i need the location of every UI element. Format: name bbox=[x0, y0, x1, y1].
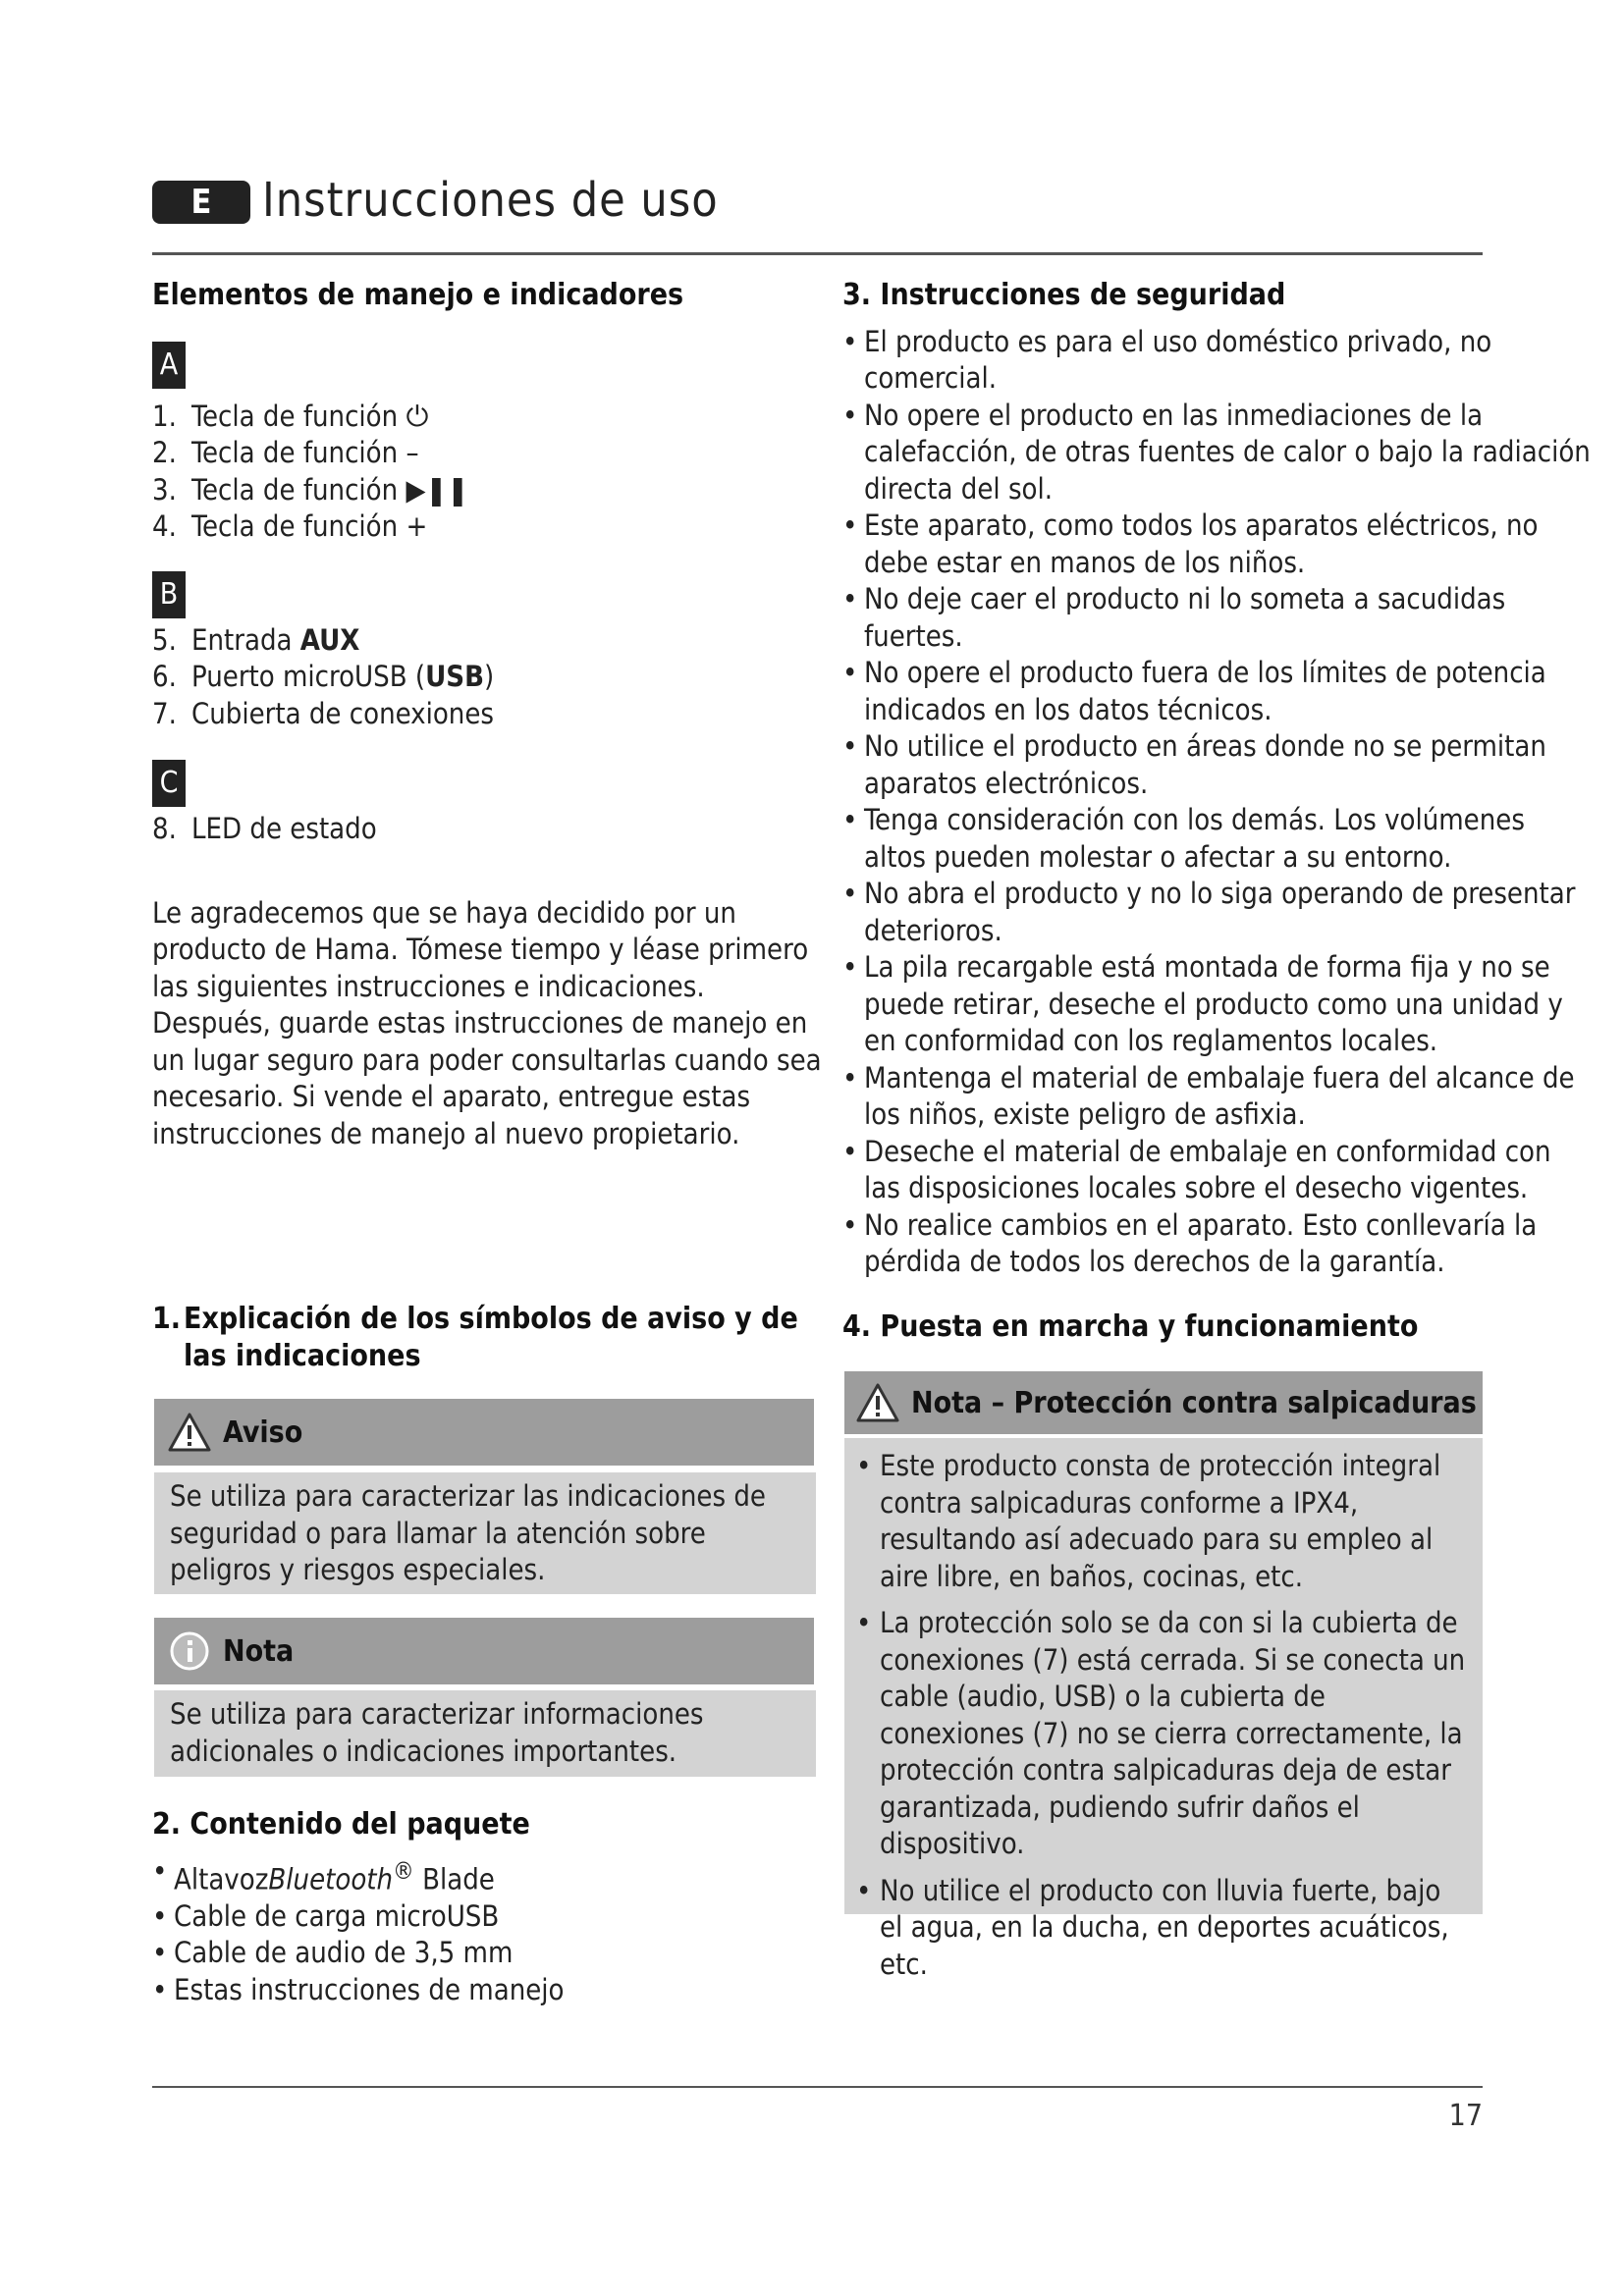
list-item: • No deje caer el producto ni lo someta a sacudidas fuertes. bbox=[842, 581, 1591, 655]
page-number: 17 bbox=[1448, 2099, 1483, 2133]
splash-note-title: Nota – Protección contra salpicaduras bbox=[911, 1385, 1477, 1420]
list-item: • No utilice el producto en áreas donde no se permitan aparatos electrónicos. bbox=[842, 728, 1591, 802]
list-item: 1. Tecla de función ⏻ bbox=[152, 399, 429, 433]
list-item: • La pila recargable está montada de forma fija y no se puede retirar, deseche el producto como una unidad y en conformidad con los reglamentos locales. bbox=[842, 949, 1591, 1060]
warning-icon bbox=[168, 1411, 211, 1454]
list-item: • La protección solo se da con si la cubierta de conexiones (7) está cerrada. Si se conecta un cable (audio, USB) o la cubierta de conexiones (7) no se cierra correctamente, la protección contra salpicaduras deja de estar garantizada, pudiendo sufrir daños el dispositivo. bbox=[856, 1605, 1471, 1863]
splash-note-body bbox=[844, 1438, 1483, 1981]
warning-icon bbox=[856, 1381, 899, 1424]
group-label: B bbox=[152, 571, 186, 618]
list-item: • No opere el producto fuera de los límites de potencia indicados en los datos técnicos. bbox=[842, 655, 1591, 728]
list-item: 4. Tecla de función + bbox=[152, 509, 428, 543]
page-title: Instrucciones de uso bbox=[262, 173, 719, 228]
list-item: • Estas instrucciones de manejo bbox=[152, 1972, 839, 2009]
list-item: 5. Entrada AUX bbox=[152, 622, 360, 657]
list-item: • Mantenga el material de embalaje fuera del alcance de los niños, existe peligro de asfixia. bbox=[842, 1060, 1591, 1134]
intro-paragraph: Le agradecemos que se haya decidido por un producto de Hama. Tómese tiempo y léase primero las siguientes instrucciones e indicaciones. Después, guarde estas instrucciones de manejo en un lugar seguro para poder consultarlas cuando sea necesario. Si vende el aparato, entregue estas instrucciones de manejo al nuevo propietario. bbox=[152, 895, 822, 1150]
language-badge: E bbox=[152, 181, 250, 224]
section2 bbox=[152, 1806, 839, 2008]
group-label: A bbox=[152, 342, 186, 389]
list-item: 2. Tecla de función – bbox=[152, 436, 419, 469]
list-item: 8. LED de estado bbox=[152, 812, 377, 845]
list-item: • El producto es para el uso doméstico privado, no comercial. bbox=[842, 324, 1591, 398]
list-item: • No utilice el producto con lluvia fuerte, bajo el agua, en la ducha, en deportes acuáticos, etc. bbox=[856, 1873, 1471, 1984]
section3-heading: 3. Instrucciones de seguridad bbox=[842, 278, 1286, 312]
section1-heading: 1. Explicación de los símbolos de aviso y de las indicaciones bbox=[152, 1302, 798, 1373]
list-item: • No opere el producto en las inmediaciones de la calefacción, de otras fuentes de calor o bajo la radiación directa del sol. bbox=[842, 398, 1591, 508]
list-item: • Deseche el material de embalaje en conformidad con las disposiciones locales sobre el desecho vigentes. bbox=[842, 1134, 1591, 1207]
list-item: • Este producto consta de protección integral contra salpicaduras conforme a IPX4, resultando así adecuado para su empleo al aire libre, en baños, cocinas, etc. bbox=[856, 1448, 1471, 1595]
list-item: • Cable de carga microUSB bbox=[152, 1898, 839, 1936]
group-c bbox=[152, 760, 839, 848]
right-column bbox=[842, 277, 1591, 1281]
list-item: 7. Cubierta de conexiones bbox=[152, 696, 494, 730]
aviso-header bbox=[154, 1399, 814, 1466]
splash-note-header bbox=[844, 1371, 1483, 1434]
aviso-title: Aviso bbox=[223, 1415, 303, 1450]
list-item: • Este aparato, como todos los aparatos eléctricos, no debe estar en manos de los niños. bbox=[842, 507, 1591, 581]
group-a bbox=[152, 342, 839, 546]
list-item: 3. Tecla de función ▶❚❚ bbox=[152, 472, 469, 507]
section4-heading: 4. Puesta en marcha y funcionamiento bbox=[842, 1309, 1419, 1344]
footer-rule bbox=[152, 2086, 1483, 2088]
list-item: • No realice cambios en el aparato. Esto conllevaría la pérdida de todos los derechos de la garantía. bbox=[842, 1207, 1591, 1281]
list-item: • Tenga consideración con los demás. Los volúmenes altos pueden molestar o afectar a su entorno. bbox=[842, 802, 1591, 876]
controls-heading: Elementos de manejo e indicadores bbox=[152, 278, 684, 312]
list-item: • AltavozBluetooth® Blade bbox=[152, 1853, 839, 1898]
nota-title: Nota bbox=[223, 1633, 295, 1669]
aviso-text: Se utiliza para caracterizar las indicaciones de seguridad o para llamar la atención sobre peligros y riesgos especiales. bbox=[154, 1472, 816, 1594]
list-item: • Cable de audio de 3,5 mm bbox=[152, 1935, 839, 1972]
nota-text: Se utiliza para caracterizar informaciones adicionales o indicaciones importantes. bbox=[154, 1690, 816, 1777]
header-rule bbox=[152, 252, 1483, 255]
info-icon bbox=[168, 1629, 211, 1673]
list-item: • No abra el producto y no lo siga operando de presentar deterioros. bbox=[842, 876, 1591, 949]
left-column bbox=[152, 277, 839, 1152]
group-label: C bbox=[152, 760, 186, 807]
section2-heading: 2. Contenido del paquete bbox=[152, 1807, 530, 1842]
nota-header bbox=[154, 1618, 814, 1684]
list-item: 6. Puerto microUSB (USB) bbox=[152, 660, 495, 693]
group-b bbox=[152, 571, 839, 733]
